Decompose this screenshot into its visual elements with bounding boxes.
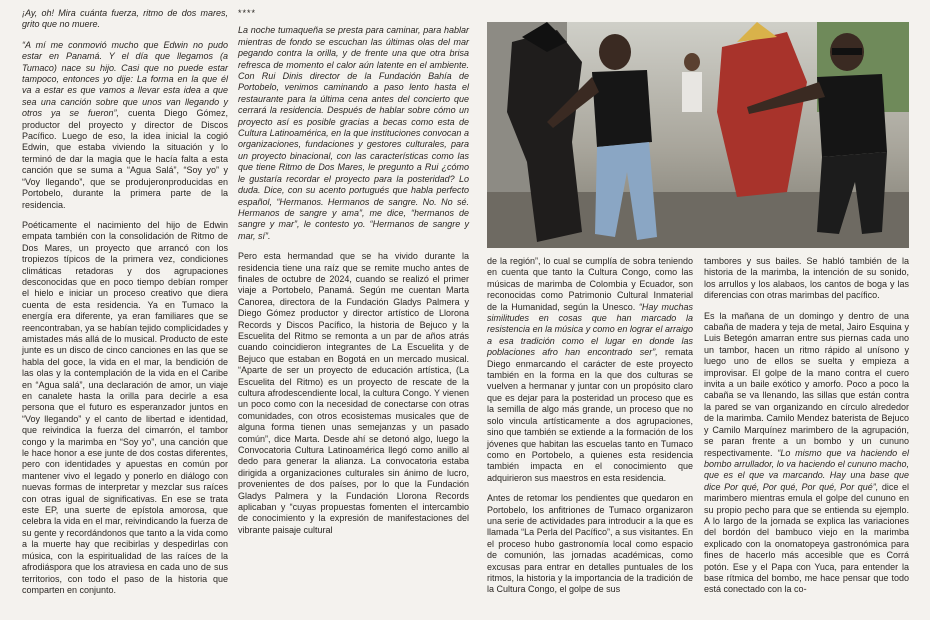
quote: “A mí me conmovió mucho que Edwin no pudo estar en Panamá. Y el día que llegamos (a Tumaco) nace su hijo. Casi que no puede estar tampoco, entonces yo dije: La forma en la que él va a estar es que vamos a llevar esta idea a que sea una canción sobre que unos van llegando y otros ya se fueron”, <box>22 39 228 119</box>
quote: “Lo mismo que va haciendo el bombo arrullador, lo va haciendo el cununo macho, que es el que va marcando. Hay una base que dice Por qué, Por qué, Por qué, Por qué”, <box>704 447 909 492</box>
opening-verse: ¡Ay, oh! Mira cuánta fuerza, ritmo de dos mares, grito que no muere. <box>22 8 228 30</box>
paragraph <box>22 40 228 211</box>
paragraph: Pero esta hermandad que se ha vivido durante la residencia tiene una raíz que se remite mucho antes de finales de octubre de 2024, cuando se realizó el primer viaje a Portobelo, Panamá. Según me cuentan Marta Canorea, directora de la Fundación Gladys Palmera y Diego Gómez productor y director artístico de Llorona Records y Discos Pacífico, la historia de Bejuco y la Escuelita del Ritmo se remonta a un par de años atrás cuando coincidieron integrantes de La Escuelita y de Bejuco que estaban en Bogotá en un mercado musical. “Aparte de ser un proyecto de educación artística, (La Escuelita del Ritmo) es un proyecto de rescate de la cultura afrodescendiente local, la cultura Congo. Y vienen un poco como con la necesidad de conectarse con otras comunidades, con otros ecosistemas musicales que de alguna forma tienen unas semejanzas y un pasado común”, dice Marta. Desde ahí se detonó algo, luego la Convocatoria Cultura Latinoamérica llegó como anillo al dedo para generar la alianza. La convocatoria estaba dirigida a organizaciones culturales sin ánimo de lucro, provenientes de dos países, por lo que la Fundación Gladys Palmera y la Fundación Llorona Records aplicaban y “cuyas propuestas fomenten el intercambio de conocimiento y la expresión de manifestaciones del vibrante paisaje cultural <box>238 251 469 535</box>
paragraph-text: Es la mañana de un domingo y dentro de una cabaña de madera y teja de metal, Jairo Esquina y Luis Betegón amarran entre sus piernas cada uno un tambor, hacen un ritmo rápido al unísono y luego uno de ellos se suelta y empieza a improvisar. El golpe de la mano contra el cuero invita a un baile exótico y amorfo. Poco a poco la cabaña se va llenando, las sillas que están contra la pared se van organizando en círculo alrededor de la marimba. Camilo Mendez baterista de Bejuco y Camilo Marquínez marimbero de la agrupación, se paran frente a un bombo y un cununo respectivamente. <box>704 310 909 458</box>
article-column-3 <box>487 256 693 605</box>
dancers-photo-icon <box>487 22 909 248</box>
paragraph <box>487 256 693 484</box>
paragraph-text: remata Diego enmarcando el carácter de este proyecto también en la forma en la que dos culturas se vuelven a hermanar y juntar con un propósito claro que es dejar para la posteridad un proceso que es la semilla de algo más grande, un proceso que no solo vincula artísticamente a dos agrupaciones, sino que también se extiende a la formación de los jóvenes que habitan las escuelas tanto en Tumaco como en Portobelo, a quienes esta residencia también impacta en el conocimiento que adquirieron sus maestros en esta residencia. <box>487 347 693 483</box>
article-column-4 <box>704 256 909 605</box>
paragraph-text: dice el marimbero mientras emula el golpe del cununo en su propio pecho para que se entienda su ejemplo. A lo largo de la jornada se explica las variaciones del bordón del bambuco viejo en la marimba explicado con la onomatopeya gastronómica para fines de hacerlo más accesible que es Corrá potón. Ese y el Papa con Yuca, para entender la base rítmica del bombo, me hace pensar que todo está conectado con la co- <box>704 481 909 595</box>
section-separator: **** <box>238 8 257 18</box>
paragraph: Poéticamente el nacimiento del hijo de Edwin empata también con la consolidación de Ritmo de Dos Mares, un proyecto que arrancó con los tropiezos típicos de la primera vez, condiciones climáticas retadoras y dos agrupaciones desconocidas que en poco tiempo debían romper el hielo e iniciar un proceso creativo que diera cuenta de esta residencia. Ya en Tumaco la energía era diferente, ya eran familiares que se reencontraban, ya se habían tejido complicidades y amistades más allá de lo musical. Producto de este junte es un disco de cinco canciones en las que se habla del goce, la vida en el mar, la bendición de las olas y la contemplación de la vida en el Caribe en “Agua salá”, una declaración de amor, un viaje en canalete hasta la orilla para decirle a esa persona que el futuro es esperanzador juntos en “Voy llegando” y el canto de libertad e identidad, que reivindica la fuerza del cimarrón, el tambor congo y la marimba en “Soy yo”, una canción que le hace honor a ese junte de dos costas diferentes, pero con identidades y apuestas en común por mantener vivo el legado y ponerlo en diálogo con nuevas formas de interpretar y mezclar sus raíces con otras igual de significativas. En ese se trata este EP, una suerte de epístola amorosa, que celebra la vida en el mar, reivindicando la fuerza de su gente y recordándonos que tanto a la vida como a la muerte hay que recibirlas y despedirlas con música, con la espiritualidad de las raíces de la afrodiáspora que los atraviesa en cada uno de sus territorios, con todo el paso de la historia que comparten en conjunto. <box>22 219 228 595</box>
paragraph-text: cuenta Diego Gómez, productor del proyecto y director de Discos Pacífico. Luego de eso, la idea inicial la cogió Edwin, que estaba viviendo la situación y lo terminó de dar la magia que le hacía falta a esta canción que se suma a “Agua Salá”, “Soy yo” y “Voy llegando”, que se produjeronproducidas en Portobelo, durante la primera parte de la residencia. <box>22 108 228 210</box>
paragraph <box>704 311 909 596</box>
paragraph: tambores y sus bailes. Se habló también de la historia de la marimba, la intención de su sonido, los arrullos y los alabaos, los cantos de boga y las diferencias con otras marimbas del pacífico. <box>704 256 909 301</box>
paragraph: Antes de retomar los pendientes que quedaron en Portobelo, los anfitriones de Tumaco organizaron una serie de actividades para introducir a la que es llamada “La Perla del Pacífico”, a sus visitantes. En el proceso hubo gastronomía local como espacio de comunión, las jornadas académicas, como excusas para entrar en detalles puntuales de los ritmos, la historia y la importancia de la tradición de la Cultura Congo, el golpe de sus <box>487 493 693 595</box>
paragraph-text: de la región”, lo cual se cumplía de sobra teniendo en cuenta que tanto la Cultura Congo, como las músicas de marimba de Colombia y Ecuador, son reconocidas como Patrimonio Cultural Inmaterial de la Humanidad, según la Unesco. <box>487 256 693 312</box>
dancers-photo <box>487 22 909 248</box>
quote: “Hay muchas similitudes en cosas que han marcado la resistencia en la música y como en lograr el arraigo a esa tradición como el lugar en donde las poblaciones afro han encontrado ser”, <box>487 301 694 358</box>
article-column-1 <box>22 8 228 605</box>
paragraph: La noche tumaqueña se presta para caminar, para hablar mientras de fondo se escuchan las últimas olas del mar pegando contra la orilla, y de frente una que otra brisa refresca de momento el calor aún latente en el ambiente. Con Rui Dinis director de la Fundación Bahía de Portobelo, venimos caminando a paso lento hasta el restaurante para la última cena antes del concierto que cerrará la residencia. Después de hablar sobre cómo un proyecto así es posible gracias a becas como esta de Cultura Latinoamérica, en la que instituciones convocan a organizaciones, fundaciones y gestores culturales, para un proyecto binacional, con las características como las que tiene Ritmo de Dos Mares, le pregunto a Rui ¿cómo le gustaría recordar el proyecto para la posteridad? Lo duda. Dice, con su acento portugués que habla perfecto español, “Hermanos. Hermanos de sangre. No. No sé. Hermanos de sangre y ama”, me dice, “hermanos de sangre y mar”, le contesto yo. “Hermanos de sangre y mar, sí”. <box>238 25 469 241</box>
article-column-2 <box>238 8 469 545</box>
